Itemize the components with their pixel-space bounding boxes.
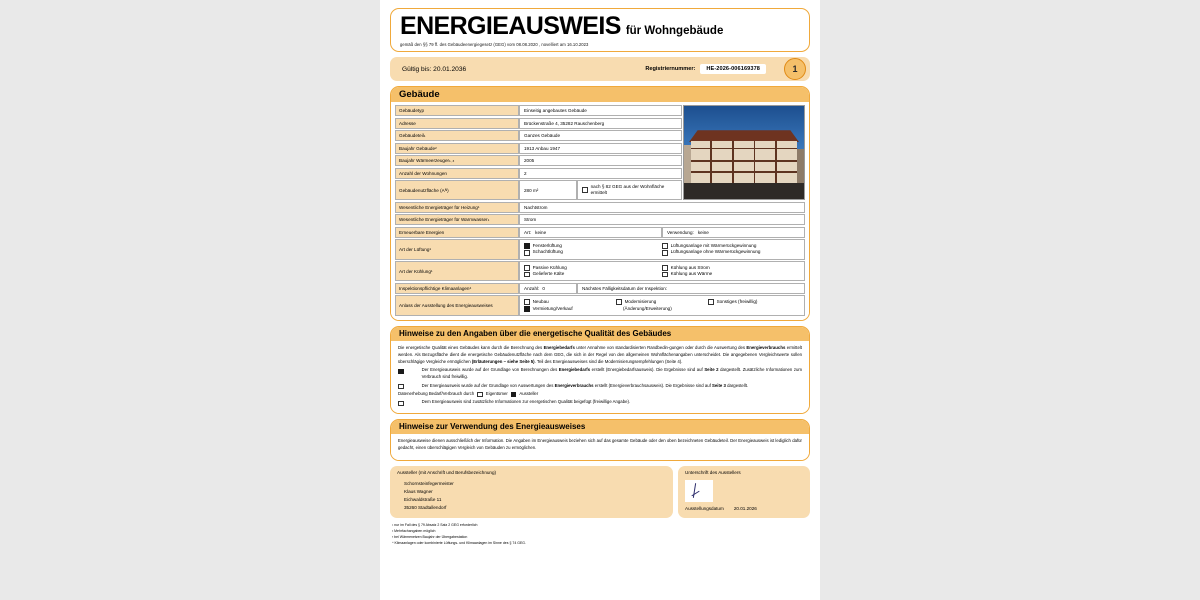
table-row-reason (395, 295, 805, 315)
row-label-text: Art der Lüftung (399, 246, 430, 252)
footnote-marker: 1 (477, 205, 480, 210)
row-label-text: Baujahr Wärmeerzeuger (399, 158, 450, 163)
option-label: Lüftungsanlage mit Wärmerückgewinnung (670, 242, 757, 248)
energieausweis-page (380, 0, 820, 600)
table-row-cooling (395, 261, 805, 281)
footnote-marker: 2 (435, 146, 437, 150)
option-label: Kühlung aus Strom (670, 264, 710, 270)
heating-carrier-value: Nachtstrom (519, 202, 805, 213)
ac-count-label: Anzahl: (524, 285, 540, 291)
floor-area-note-label: nach § 82 GEG aus der Wohnfläche ermittelt (590, 183, 665, 196)
row-label: Erneuerbare Energien (395, 227, 519, 238)
checkbox-kuehlung-aus-waerme[interactable] (662, 272, 668, 278)
ac-count-cell (519, 283, 577, 294)
option-modernisierung[interactable] (616, 299, 708, 306)
table-row (395, 155, 682, 166)
cooling-options (519, 261, 805, 281)
registration-number: HE-2026-006169378 (700, 64, 766, 74)
row-label (395, 202, 519, 213)
option-neubau[interactable] (524, 299, 616, 306)
row-value: Brückenstraße 4, 35282 Rauschenberg (519, 118, 682, 129)
row-label: Gebäudetyp (395, 105, 519, 116)
footnote-2: ² Mehrfachangaben möglich (392, 528, 436, 533)
row-label (395, 155, 519, 166)
data-collection-option-aussteller: Aussteller (519, 391, 539, 396)
issuer-name: Klaus Wagner (404, 488, 433, 494)
title-line (400, 14, 800, 39)
option-lueftungsanlage-mit-wrg[interactable] (662, 243, 800, 250)
option-label: Lüftungsanlage ohne Wärmerückgewinnung (670, 249, 761, 255)
validity-bar (390, 57, 810, 81)
table-row (395, 143, 682, 154)
checkbox-eigentuemer[interactable] (477, 392, 483, 398)
renewables-use-label: Verwendung: (667, 229, 694, 235)
row-value: 2005 (519, 155, 682, 166)
row-label: Anlass der Ausstellung des Energieausweises (395, 295, 519, 315)
issue-date-row (685, 506, 803, 511)
table-row (395, 214, 805, 225)
option-label: Schachtlüftung (532, 249, 563, 255)
option-lueftungsanlage-ohne-wrg[interactable] (662, 249, 800, 256)
checkbox-energiebedarf[interactable] (398, 369, 404, 375)
page-gutter-left (0, 0, 380, 600)
issuer-box (390, 466, 673, 518)
option-label: Fensterlüftung (532, 242, 562, 248)
notes-usage-text: Energieausweise dienen ausschließlich der Information. Die Angaben im Energieausweis beziehen sich auf das gesamte Gebäude oder den oben bezeichneten Gebäudeteil. Der Energieausweis ist lediglich dafür gedacht, einen überschlägigen Vergleich von Gebäuden zu ermöglichen. (398, 437, 802, 450)
building-section-heading: Gebäude (391, 87, 809, 102)
row-label-text: Gebäudenutzfläche (A (399, 187, 445, 193)
checkbox-fensterlueftung[interactable] (524, 243, 530, 249)
bullet-zusatzinfo[interactable] (398, 399, 802, 406)
signature-box (678, 466, 810, 518)
row-label (395, 239, 519, 259)
row-label: Anzahl der Wohnungen (395, 168, 519, 179)
notes-quality-section (390, 326, 810, 414)
notes-quality-paragraph (398, 345, 802, 366)
option-kuehlung-aus-waerme[interactable] (662, 271, 800, 278)
table-row (395, 168, 682, 179)
ac-count-value: 0 (542, 285, 545, 291)
checkbox-sonstiges[interactable] (708, 299, 714, 305)
option-fensterlueftung[interactable] (524, 243, 662, 250)
option-label: Gelieferte Kälte (532, 271, 565, 277)
footnote-marker: 1 (487, 217, 490, 222)
option-label: Modernisierung (624, 298, 657, 304)
checkbox-zusatzinfo[interactable] (398, 401, 404, 407)
footnotes-block (390, 522, 810, 547)
para-seg-bold: Energieverbrauchs (746, 344, 786, 350)
para-seg: . Teil des Energieausweises sind die Modernisierungsempfehlungen (Seite 4). (534, 358, 683, 364)
page-subtitle: für Wohngebäude (625, 25, 724, 37)
ac-due-cell (577, 283, 805, 294)
para-seg-bold: Seite 2 (704, 367, 719, 373)
para-seg: erstellt (Energiebedarfsausweis). Die Ergebnisse sind auf (590, 367, 705, 373)
renewables-type-label: Art: (524, 229, 532, 235)
checkbox-vermietung-verkauf[interactable] (524, 306, 530, 312)
row-label-text: Gebäudeteil (399, 133, 424, 138)
building-table (395, 105, 805, 200)
row-label-text: Wesentliche Energieträger für Heizung (399, 204, 478, 210)
issuer-profession: Schornsteinfegermeister (404, 480, 454, 486)
option-gelieferte-kaelte[interactable] (524, 271, 662, 278)
para-seg: ermittelt werden. Als Bezugsfläche dient die energetische Gebäudenutzfläche nach dem GEG, die sich in der Regel von den allgemeinen Wohnflächenangaben unterscheidet. Die angegebenen Vergleichswerte sollen überschlägige Vergleiche ermöglichen (398, 344, 802, 364)
floor-area-note-line (582, 184, 677, 197)
checkbox-passive-kuehlung[interactable] (524, 265, 530, 271)
para-seg: Der Energieausweis wurde auf der Grundlage von Berechnungen des (421, 367, 559, 373)
renewables-use-cell (662, 227, 805, 238)
building-table-rows (395, 105, 682, 200)
row-label-text: Art der Kühlung (399, 268, 431, 274)
row-value: Einseitig angebautes Gebäude (519, 105, 682, 116)
row-label (395, 180, 519, 200)
row-label-sub: N (444, 188, 448, 193)
floor-area-value: 280 m² (519, 180, 577, 200)
table-row (395, 130, 682, 141)
checkbox-aussteller[interactable] (511, 392, 517, 398)
ventilation-options (519, 239, 805, 259)
table-row (395, 105, 682, 116)
notes-quality-heading: Hinweise zu den Angaben über die energetische Qualität des Gebäudes (391, 327, 809, 341)
issuer-street: Eichwaldstraße 11 (404, 496, 442, 502)
footnote-1: ¹ nur im Fall des § 79 Absatz 2 Satz 2 GEG erforderlich (392, 522, 478, 527)
row-label (395, 130, 519, 141)
para-seg: Die energetische Qualität eines Gebäudes kann durch die Berechnung des (398, 344, 544, 350)
water-carrier-value: Strom (519, 214, 805, 225)
row-label (395, 283, 519, 294)
table-row-ventilation (395, 239, 805, 259)
para-seg: erstellt (Energieverbrauchsausweis). Die Ergebnisse sind auf (593, 382, 713, 388)
footnote-3: ³ bei Wärmenetzen Baujahr der Übergabestation (392, 534, 468, 539)
checkbox-kuehlung-aus-strom[interactable] (662, 265, 668, 271)
footnote-marker: 1, 3 (449, 158, 455, 163)
building-section (390, 86, 810, 321)
row-label-text: Inspektionspflichtige Klimaanlagen (399, 285, 470, 291)
checkbox-neubau[interactable] (524, 299, 530, 305)
signature-image (685, 480, 713, 502)
page-gutter-right (820, 0, 1200, 600)
table-row-renewables (395, 227, 805, 238)
option-kuehlung-aus-strom[interactable] (662, 265, 800, 272)
row-value: Ganzes Gebäude (519, 130, 682, 141)
bullet-text: Dem Energieausweis sind zusätzliche Informationen zur energetischen Qualität beigefügt (freiwillige Angabe). (421, 399, 631, 405)
para-seg-bold: Energiebedarfs (558, 367, 591, 373)
para-seg-bold: Energieverbrauchs (554, 382, 594, 388)
row-label-text: Baujahr Gebäude (399, 145, 436, 151)
para-seg: dargestellt. Zusätzliche Informationen zum Verbrauch sind freiwillig. (421, 367, 803, 380)
building-section-body (391, 102, 809, 320)
bullet-energiebedarf[interactable] (398, 367, 802, 381)
data-collection-prefix: Datenerhebung Bedarf/Verbrauch durch (398, 391, 475, 396)
row-value: 1913 Anbau 1947 (519, 143, 682, 154)
option-label: Vermietung/Verkauf (532, 305, 573, 311)
row-label (395, 214, 519, 225)
bullet-text (408, 383, 802, 390)
bullet-text (408, 367, 802, 381)
para-seg-bold: Energiebedarfs (543, 344, 575, 350)
option-passive-kuehlung[interactable] (524, 265, 662, 272)
footnote-marker: 1 (429, 247, 432, 252)
registration-label: Registriernummer: (645, 66, 696, 72)
row-label (395, 143, 519, 154)
footnote-marker: 1 (430, 269, 433, 274)
checkbox-schachtlueftung[interactable] (524, 250, 530, 256)
option-sonstiges[interactable] (708, 299, 800, 306)
row-label-text: Wesentliche Energieträger für Warmwasser (399, 217, 488, 223)
issue-date-value: 20.01.2026 (733, 505, 757, 511)
row-label-end: ) (447, 187, 449, 193)
page-number-badge: 1 (784, 58, 806, 80)
checkbox-modernisierung[interactable] (616, 299, 622, 305)
signature-label: Unterschrift des Ausstellers (685, 469, 741, 475)
issuer-label: Aussteller (mit Anschrift und Berufsbezeichnung) (397, 469, 497, 475)
option-label: Sonstiges (freiwillig) (716, 298, 758, 304)
renewables-type-value: keine (535, 229, 547, 235)
footnote-marker: 4 (469, 286, 472, 291)
footnote-marker: 1 (423, 133, 426, 138)
notes-usage-section (390, 419, 810, 461)
table-row-ac-inspection (395, 283, 805, 294)
issuer-city: 35260 Stadtallendorf (404, 504, 447, 510)
option-aenderung-erweiterung (616, 306, 708, 313)
option-vermietung-verkauf[interactable] (524, 306, 616, 313)
row-label (395, 261, 519, 281)
option-label: Passive Kühlung (532, 264, 567, 270)
ac-due-label: Nächstes Fälligkeitsdatum der Inspektion: (582, 285, 668, 291)
floor-area-note-cell (577, 180, 682, 200)
renewables-type-cell (519, 227, 662, 238)
checkbox-lueftungsanlage-mit-wrg[interactable] (662, 243, 668, 249)
notes-quality-body (391, 341, 809, 413)
checkbox-gelieferte-kaelte[interactable] (524, 272, 530, 278)
building-table-rows-lower (395, 202, 805, 316)
table-row (395, 202, 805, 213)
table-row (395, 118, 682, 129)
page-title: ENERGIEAUSWEIS (400, 12, 621, 40)
bullet-energieverbrauch[interactable] (398, 383, 802, 390)
renewables-use-value: keine (697, 229, 709, 235)
registration-wrap (645, 64, 766, 74)
reason-options (519, 295, 805, 315)
issuer-signature-row (390, 466, 810, 518)
footnote-4: ⁴ Klimaanlagen oder kombinierte Lüftungs- und Klimaanlagen im Sinne des § 74 GEG. (392, 541, 526, 545)
data-collection-line (398, 391, 802, 398)
row-value: 2 (519, 168, 682, 179)
para-seg-bold: Seite 3 (712, 382, 726, 388)
row-label: Adresse (395, 118, 519, 129)
valid-until-text: Gültig bis: 20.01.2036 (402, 65, 467, 73)
para-seg: dargestellt. (725, 382, 749, 388)
legal-reference: gemäß den §§ 79 ff. des Gebäudeenergiegesetz (GEG) vom 08.08.2020 , novelliert am 16.10.2023 (400, 42, 589, 47)
checkbox-lueftungsanlage-ohne-wrg[interactable] (662, 250, 668, 256)
option-label: (Änderung/Erweiterung) (623, 305, 672, 311)
para-seg: Der Energieausweis wurde auf der Grundlage von Auswertungen des (421, 382, 555, 388)
checkbox-energieverbrauch[interactable] (398, 384, 404, 390)
data-collection-option-eigentuemer: Eigentümer (485, 391, 508, 396)
notes-usage-body (391, 434, 809, 460)
para-seg: unter Annahme von standardisierten Randbedin-gungen oder durch die Auswertung des (574, 344, 747, 350)
option-label: Neubau (532, 298, 549, 304)
checkbox-floor-area-note[interactable] (582, 187, 588, 193)
table-row-floor-area (395, 180, 682, 200)
notes-usage-heading: Hinweise zur Verwendung des Energieausweises (391, 420, 809, 434)
document-title-box (390, 8, 810, 52)
issue-date-label: Ausstellungsdatum (685, 505, 724, 511)
option-label: Kühlung aus Wärme (670, 271, 713, 277)
option-schachtlueftung[interactable] (524, 249, 662, 256)
para-seg-bold: (Erläuterungen – siehe Seite 5) (471, 358, 535, 364)
building-photo (683, 105, 805, 200)
